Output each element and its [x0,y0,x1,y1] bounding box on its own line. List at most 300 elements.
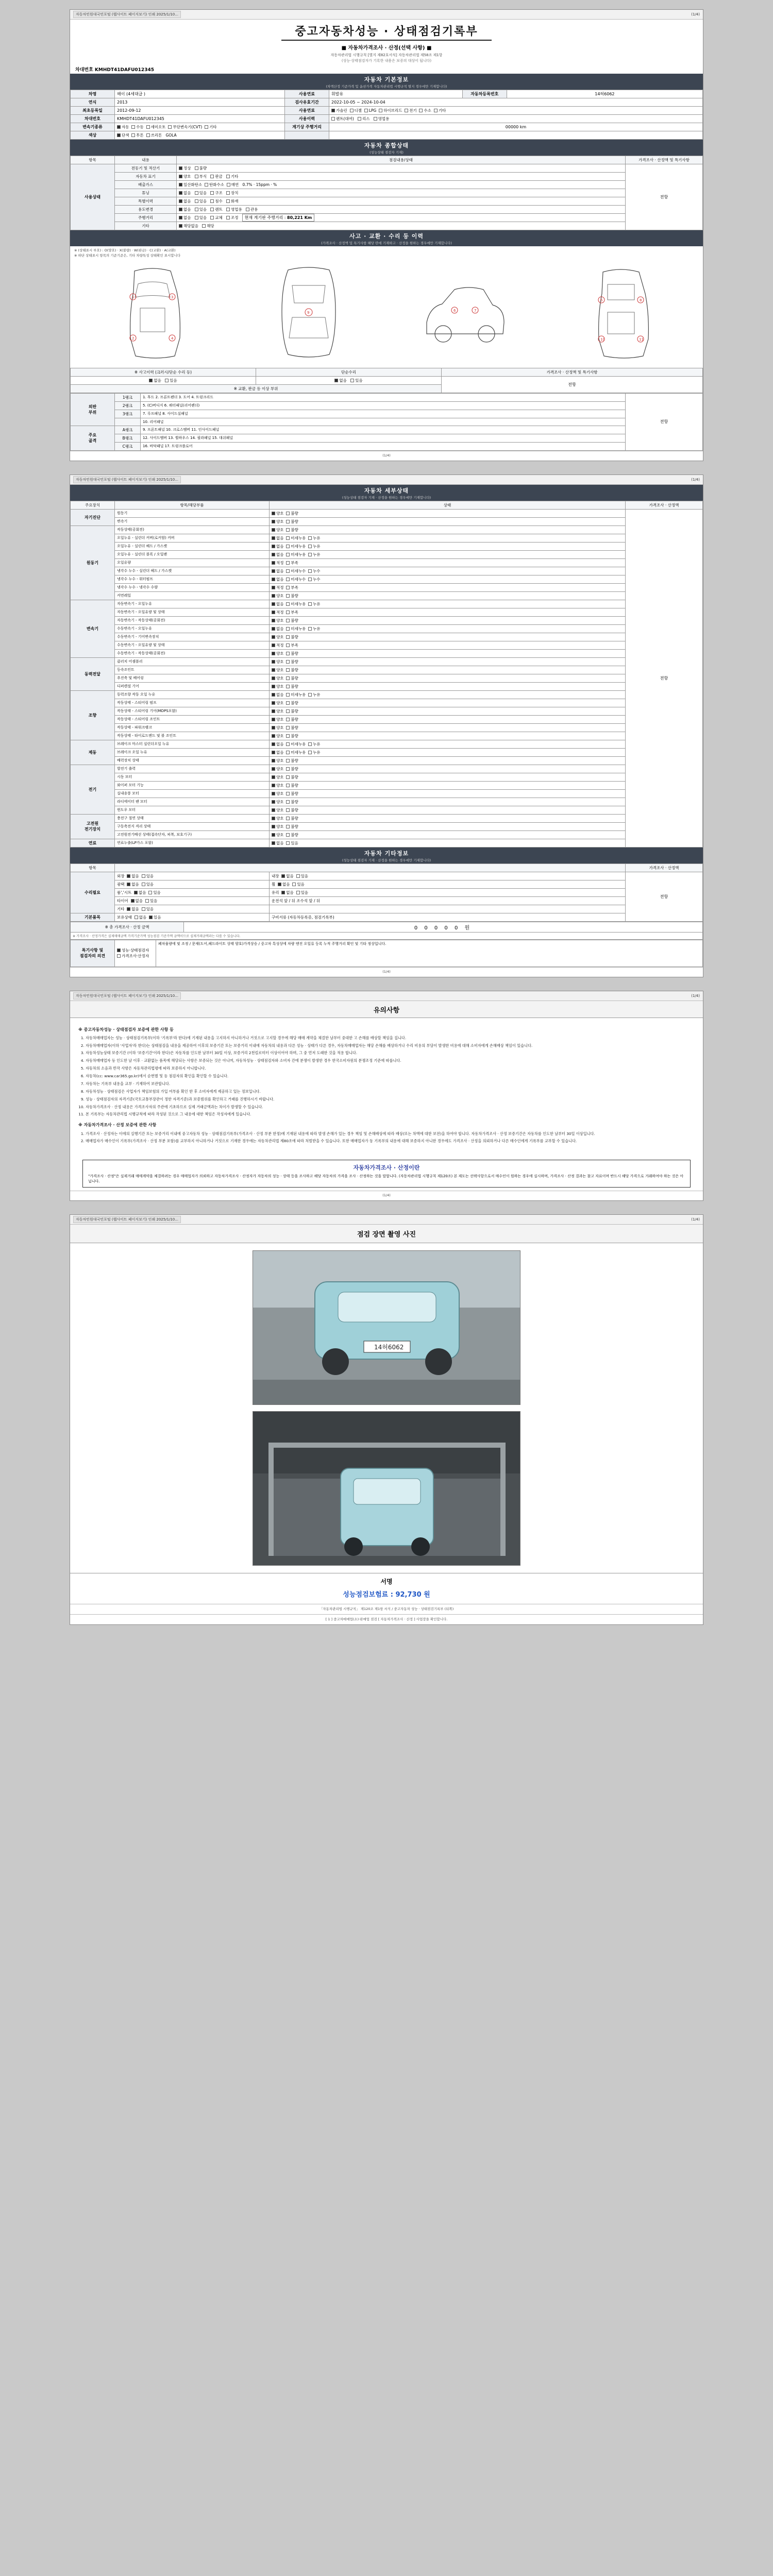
total-price-table [70,922,703,940]
checkbox-fuel-etc[interactable] [434,109,438,112]
detail-item-options[interactable] [270,789,626,798]
detail-item-options[interactable] [270,756,626,765]
usage-checkbox-group[interactable] [329,115,703,123]
checkbox-basic-none[interactable] [135,916,138,919]
checkbox-불량[interactable] [286,767,290,771]
checkbox-양호[interactable] [272,767,275,771]
overall-emission-options[interactable] [177,181,626,189]
checkbox-body-good[interactable] [179,175,182,178]
notice-item: 10. 자동차가격조사 · 산정 내용은 가격조사자의 주관에 기초하므로 실제 거래금액과는 차이가 발생할 수 있습니다. [86,1104,695,1110]
detail-item-options[interactable] [270,715,626,723]
detail-item-options[interactable] [270,542,626,550]
detail-item-options[interactable] [270,600,626,608]
checkbox-양호[interactable] [272,734,275,738]
fee-label: 성능점검보험료 : 92,730 원 [343,1591,430,1599]
detail-item-options[interactable] [270,624,626,633]
checkbox-wheel-none[interactable] [278,883,281,886]
checkbox-양호[interactable] [272,808,275,812]
label-부족: 부족 [291,585,298,590]
label-usage-lease: 리스 [362,116,370,121]
other-seat[interactable] [115,888,270,896]
checkbox-양호[interactable] [272,775,275,779]
checkbox-없음[interactable] [272,569,275,573]
checkbox-미세누수[interactable] [286,569,290,573]
checkbox-양호[interactable] [272,512,275,515]
checkbox-불량[interactable] [286,734,290,738]
detail-item-options[interactable] [270,534,626,542]
detail-item-options[interactable] [270,509,626,517]
checkbox-tuning-structure[interactable] [210,191,214,195]
label-usechange-rent: 렌트 [215,207,223,212]
checkbox-history-none[interactable] [179,199,182,203]
checkbox-usechange-business[interactable] [226,208,230,211]
detail-item-options[interactable] [270,567,626,575]
checkbox-role-appraiser[interactable] [117,954,121,958]
checkbox-fuel-electric[interactable] [405,109,408,112]
detail-item-options[interactable] [270,616,626,624]
detail-item-label: 변속기 [115,517,270,526]
page-title: 중고자동차성능 · 상태점검기록부 [281,23,491,41]
overall-label-carbody: 자동차 표기 [115,173,177,181]
checkbox-불량[interactable] [286,792,290,795]
detail-item-options[interactable] [270,690,626,699]
other-documents: 구비서류 (자동차등록증, 점검기록부) [270,913,626,921]
checkbox-color-two[interactable] [131,133,135,137]
other-info-table [70,863,703,922]
rank-label-c: C랭크 [115,442,141,450]
checkbox-불량[interactable] [286,660,290,664]
checkbox-적정[interactable] [272,586,275,589]
total-note: ※ 가격조사 · 산정가격은 실제매매금액 가격기준가액 성능점검 기준가액 금액이므로 실제거래금액과는 다를 수 있습니다. [71,932,703,939]
detail-item-options[interactable] [270,550,626,558]
other-glass[interactable] [270,888,626,896]
overall-odometer-options[interactable] [177,214,626,222]
table-row [71,633,703,641]
checkbox-양호[interactable] [272,668,275,672]
label-seat-none: 없음 [139,890,146,895]
checkbox-trans-manual[interactable] [131,125,135,129]
checkbox-불량[interactable] [286,825,290,828]
checkbox-불량[interactable] [286,817,290,820]
callout-text: "가격조사 · 산정"은 실제거래 매매계약을 체결하려는 경우 매매업자가 의뢰하고 자동차가격조사 · 산정자가 자동차의 성능 · 상태 등을 조사하고 해당 자동차의 가격을 조사 · 산정하는 것을 말합니다. (자동차관리법 시행규칙 제120조) 본 제도는 선택사항으로서 매수인이 원하는 경우에 실시하며, 가격조사 · 산정 결과는 참고 자료이며 반드시 해당 가격으로 거래하여야 하는 것은 아닙니다. [88,1174,684,1184]
label-etc-na: 해당없음 [183,224,198,228]
checkbox-history-yes[interactable] [195,199,198,203]
checkbox-tire-none[interactable] [131,899,135,903]
checkbox-누유[interactable] [308,602,312,606]
checkbox-trans-auto[interactable] [117,125,121,129]
checkbox-양호[interactable] [272,718,275,721]
checkbox-미세누유[interactable] [286,536,290,540]
checkbox-양호[interactable] [272,594,275,598]
checkbox-누유[interactable] [308,627,312,631]
label-fuel-electric: 전기 [409,108,417,113]
other-exterior[interactable] [115,872,270,880]
overall-etc-options[interactable] [177,222,626,230]
detail-item-options[interactable] [270,641,626,649]
checkbox-body-etc[interactable] [226,175,230,178]
checkbox-미세누유[interactable] [286,553,290,556]
detail-item-options[interactable] [270,591,626,600]
checkbox-양호[interactable] [272,825,275,828]
checkbox-없음[interactable] [272,742,275,746]
checkbox-불량[interactable] [286,784,290,787]
checkbox-usage-business[interactable] [374,117,377,121]
checkbox-simple-yes[interactable] [350,379,354,382]
checkbox-exterior-none[interactable] [127,874,130,878]
checkbox-motor-bad[interactable] [195,166,198,170]
checkbox-glass-none[interactable] [281,891,285,894]
checkbox-fuel-gasoline[interactable] [331,109,335,112]
checkbox-polish-none[interactable] [127,883,130,886]
checkbox-미세누유[interactable] [286,602,290,606]
other-interior[interactable] [270,872,626,880]
checkbox-불량[interactable] [286,759,290,762]
row-label-fuel2: 사용연료 [285,107,329,115]
section-detail-title: 자동차 세부상태 [364,487,409,494]
checkbox-있음[interactable] [286,841,290,845]
checkbox-누유[interactable] [308,742,312,746]
checkbox-양호[interactable] [272,817,275,820]
other-wheel[interactable] [270,880,626,888]
checkbox-미세누유[interactable] [286,627,290,631]
checkbox-fuel-hybrid[interactable] [379,109,382,112]
checkbox-seat-yes[interactable] [148,891,152,894]
checkbox-없음[interactable] [272,545,275,548]
detail-item-label: 작동상태 - 타이로드엔드 및 볼 조인트 [115,732,270,740]
label-simple-none: 없음 [339,378,347,383]
overall-history-options[interactable] [177,197,626,206]
detail-item-options[interactable] [270,699,626,707]
checkbox-tuning-none[interactable] [179,191,182,195]
mileage-box-value: 80,221 Km [287,215,312,220]
label-fuel-diesel: 디젤 [354,108,362,113]
checkbox-적정[interactable] [272,643,275,647]
checkbox-양호[interactable] [272,833,275,837]
checkbox-미세누수[interactable] [286,578,290,581]
label-trans-auto: 자동 [122,125,129,129]
label-interior-none: 없음 [286,873,294,878]
checkbox-적정[interactable] [272,611,275,614]
checkbox-simple-none[interactable] [334,379,338,382]
checkbox-양호[interactable] [272,792,275,795]
checkbox-불량[interactable] [286,808,290,812]
checkbox-불량[interactable] [286,800,290,804]
checkbox-usechange-rent[interactable] [210,208,214,211]
checkbox-history-fire[interactable] [226,199,230,203]
detail-group-exterior: 외판 부위 [71,393,115,426]
detail-item-options[interactable] [270,558,626,567]
checkbox-없음[interactable] [272,553,275,556]
checkbox-없음[interactable] [272,602,275,606]
checkbox-누유[interactable] [308,536,312,540]
checkbox-없음[interactable] [272,693,275,697]
table-row [71,542,703,550]
checkbox-누수[interactable] [308,578,312,581]
checkbox-미세누유[interactable] [286,693,290,697]
table-row [71,674,703,682]
section-overall-sub: (성능상태 점검자 기재) [369,150,404,155]
overall-tuning-options[interactable] [177,189,626,197]
checkbox-불량[interactable] [286,718,290,721]
other-basic-status[interactable] [115,913,270,921]
detail-item-options[interactable] [270,732,626,740]
checkbox-불량[interactable] [286,685,290,688]
checkbox-양호[interactable] [272,701,275,705]
checkbox-interior-none[interactable] [281,874,285,878]
checkbox-tuning-device[interactable] [226,191,230,195]
label-odo-none: 없음 [183,215,191,220]
other-price-value: 전항 [626,872,703,921]
label-없음: 없음 [276,568,284,573]
checkbox-누수[interactable] [308,569,312,573]
checkbox-양호[interactable] [272,528,275,532]
checkbox-양호[interactable] [272,759,275,762]
detail-item-options[interactable] [270,517,626,526]
checkbox-누유[interactable] [308,553,312,556]
checkbox-basic-yes[interactable] [149,916,153,919]
detail-item-options[interactable] [270,798,626,806]
checkbox-glass-yes[interactable] [296,891,300,894]
label-body-rust: 부식 [199,174,207,179]
label-양호: 양호 [276,799,284,804]
checkbox-부족[interactable] [286,586,290,589]
checkbox-usechange-none[interactable] [179,208,182,211]
detail-item-options[interactable] [270,806,626,814]
checkbox-odo-adjust[interactable] [226,216,230,219]
checkbox-accident-none[interactable] [149,379,153,382]
checkbox-odo-replace[interactable] [210,216,214,219]
checkbox-양호[interactable] [272,800,275,804]
detail-item-options[interactable] [270,583,626,591]
label-미세누유: 미세누유 [291,535,306,540]
color-checkbox-group[interactable] [115,131,285,140]
checkbox-부족[interactable] [286,561,290,565]
checkbox-motor-normal[interactable] [179,166,182,170]
checkbox-odo-none[interactable] [179,216,182,219]
checkbox-trans-semi[interactable] [146,125,150,129]
checkbox-불량[interactable] [286,594,290,598]
checkbox-fuel-diesel[interactable] [350,109,354,112]
label-없음: 없음 [276,626,284,631]
checkbox-불량[interactable] [286,668,290,672]
label-motor-normal: 정상 [183,166,191,171]
label-tire: 타이어 [117,898,128,903]
checkbox-tuning-yes[interactable] [195,191,198,195]
checkbox-누유[interactable] [308,751,312,754]
svg-text:3: 3 [171,295,173,299]
checkbox-other-etc-yes[interactable] [142,907,145,911]
checkbox-fuel-lpg[interactable] [364,109,368,112]
checkbox-exterior-yes[interactable] [142,874,145,878]
checkbox-불량[interactable] [286,512,290,515]
label-history-fire: 화재 [230,199,239,204]
detail-item-options[interactable] [270,765,626,773]
other-etc[interactable] [115,905,270,913]
label-odo-yes: 있음 [199,215,207,220]
overall-motor-options[interactable] [177,164,626,173]
checkbox-적정[interactable] [272,561,275,565]
label-body-good: 양호 [183,174,191,179]
label-적정: 적정 [276,642,284,648]
checkbox-양호[interactable] [272,635,275,639]
detail-item-options[interactable] [270,682,626,690]
checkbox-양호[interactable] [272,709,275,713]
checkbox-불량[interactable] [286,833,290,837]
other-head-price: 가격조사 · 산정액 [626,863,703,872]
checkbox-trans-cvt[interactable] [168,125,172,129]
overall-price-note: 전항 [626,164,703,230]
detail-item-options[interactable] [270,773,626,781]
checkbox-seat-none[interactable] [134,891,138,894]
detail-item-options[interactable] [270,839,626,847]
checkbox-불량[interactable] [286,528,290,532]
section-overall-title: 자동차 종합상태 [364,142,409,149]
detail-item-options[interactable] [270,657,626,666]
checkbox-양호[interactable] [272,619,275,622]
simple-options[interactable] [256,376,442,384]
checkbox-누유[interactable] [308,693,312,697]
rank-value-b: 12. 사이드멤버 13. 휠하우스 14. 필라패널 15. 대쉬패널 [141,434,626,442]
checkbox-미세누유[interactable] [286,545,290,548]
checkbox-body-panel[interactable] [210,175,214,178]
overall-label-emission: 배출가스 [115,181,177,189]
detail-item-options[interactable] [270,723,626,732]
detail-item-options[interactable] [270,608,626,616]
checkbox-wheel-yes[interactable] [292,883,296,886]
checkbox-없음[interactable] [272,578,275,581]
label-양호: 양호 [276,783,284,788]
checkbox-fuel-hydrogen[interactable] [419,109,423,112]
checkbox-usechange-gov[interactable] [246,208,249,211]
vin-value: KMHDT41DAFU012345 [94,67,154,73]
detail-item-label: 추진축 및 베어링 [115,674,270,682]
checkbox-accident-yes[interactable] [165,379,169,382]
detail-item-options[interactable] [270,740,626,748]
checkbox-color-single[interactable] [117,133,121,137]
checkbox-불량[interactable] [286,520,290,523]
other-polish[interactable] [115,880,270,888]
checkbox-없음[interactable] [272,627,275,631]
detail-item-options[interactable] [270,649,626,657]
checkbox-부족[interactable] [286,611,290,614]
accident-options[interactable] [71,376,256,384]
checkbox-부족[interactable] [286,643,290,647]
checkbox-누유[interactable] [308,545,312,548]
table-row [71,600,703,608]
special-role-options[interactable] [115,940,156,967]
checkbox-미세누유[interactable] [286,751,290,754]
checkbox-odo-yes[interactable] [195,216,198,219]
checkbox-양호[interactable] [272,726,275,730]
checkbox-없음[interactable] [272,751,275,754]
checkbox-emission-hc[interactable] [205,183,208,187]
checkbox-color-three[interactable] [146,133,150,137]
checkbox-other-etc-none[interactable] [127,907,130,911]
detail-item-options[interactable] [270,781,626,789]
detail-item-options[interactable] [270,831,626,839]
table-row [71,690,703,699]
checkbox-양호[interactable] [272,784,275,787]
checkbox-양호[interactable] [272,660,275,664]
row-label-inspection: 검사유효기간 [285,98,329,107]
checkbox-usage-rent[interactable] [331,117,335,121]
checkbox-불량[interactable] [286,709,290,713]
label-exterior: 외장 [117,873,125,878]
checkbox-불량[interactable] [286,775,290,779]
label-color-single: 단색 [122,133,129,138]
checkbox-polish-yes[interactable] [142,883,145,886]
label-누수: 누수 [313,577,321,582]
checkbox-usage-lease[interactable] [358,117,361,121]
checkbox-emission-smoke[interactable] [227,183,230,187]
detail-item-options[interactable] [270,666,626,674]
notice-item: 6. 자동차(cc: www.car365.go.kr)에서 순번별 및 등 점검자의 확인을 확인할 수 있습니다. [86,1073,695,1079]
rank-value-3: 7. 루프패널 8. 사이드실패널 [141,410,626,418]
transmission-checkbox-group[interactable] [115,123,285,131]
detail-item-options[interactable] [270,633,626,641]
checkbox-tire-yes[interactable] [145,899,149,903]
detail-item-options[interactable] [270,526,626,534]
detail-state-table [70,501,703,848]
label-불량: 불량 [291,634,298,639]
detail-item-options[interactable] [270,748,626,756]
checkbox-role-inspector[interactable] [117,948,121,952]
checkbox-etc-yes[interactable] [202,224,206,228]
detail-item-options[interactable] [270,814,626,822]
checkbox-history-flood[interactable] [210,199,214,203]
checkbox-etc-na[interactable] [179,224,182,228]
checkbox-불량[interactable] [286,635,290,639]
label-accident-yes: 있음 [170,378,177,383]
checkbox-양호[interactable] [272,520,275,523]
table-row [71,781,703,789]
checkbox-trans-etc[interactable] [205,125,208,129]
checkbox-양호[interactable] [272,676,275,680]
checkbox-usechange-yes[interactable] [195,208,198,211]
checkbox-없음[interactable] [272,841,275,845]
overall-usechange-options[interactable] [177,206,626,214]
detail-item-options[interactable] [270,822,626,831]
detail-item-options[interactable] [270,674,626,682]
checkbox-불량[interactable] [286,652,290,655]
detail-item-label: 연료누출(LP가스 포함) [115,839,270,847]
checkbox-interior-yes[interactable] [296,874,300,878]
checkbox-불량[interactable] [286,619,290,622]
label-불량: 불량 [291,758,298,763]
fuel-checkbox-group[interactable] [329,107,703,115]
overall-label-usechange: 용도변경 [115,206,177,214]
overall-carbody-options[interactable] [177,173,626,181]
checkbox-불량[interactable] [286,701,290,705]
label-없음: 없음 [276,577,284,582]
checkbox-양호[interactable] [272,652,275,655]
detail-item-options[interactable] [270,575,626,583]
detail-item-options[interactable] [270,707,626,715]
checkbox-body-rust[interactable] [195,175,198,178]
label-없음: 없음 [276,741,284,747]
checkbox-미세누유[interactable] [286,742,290,746]
checkbox-불량[interactable] [286,726,290,730]
label-적정: 적정 [276,585,284,590]
other-tire[interactable] [115,896,270,905]
label-적정: 적정 [276,560,284,565]
label-fuel-etc: 기타 [438,108,446,113]
rank-value-a: 9. 프론트패널 10. 크로스멤버 11. 인사이드패널 [141,426,626,434]
checkbox-양호[interactable] [272,685,275,688]
checkbox-불량[interactable] [286,676,290,680]
checkbox-없음[interactable] [272,536,275,540]
checkbox-emission-co[interactable] [179,183,182,187]
